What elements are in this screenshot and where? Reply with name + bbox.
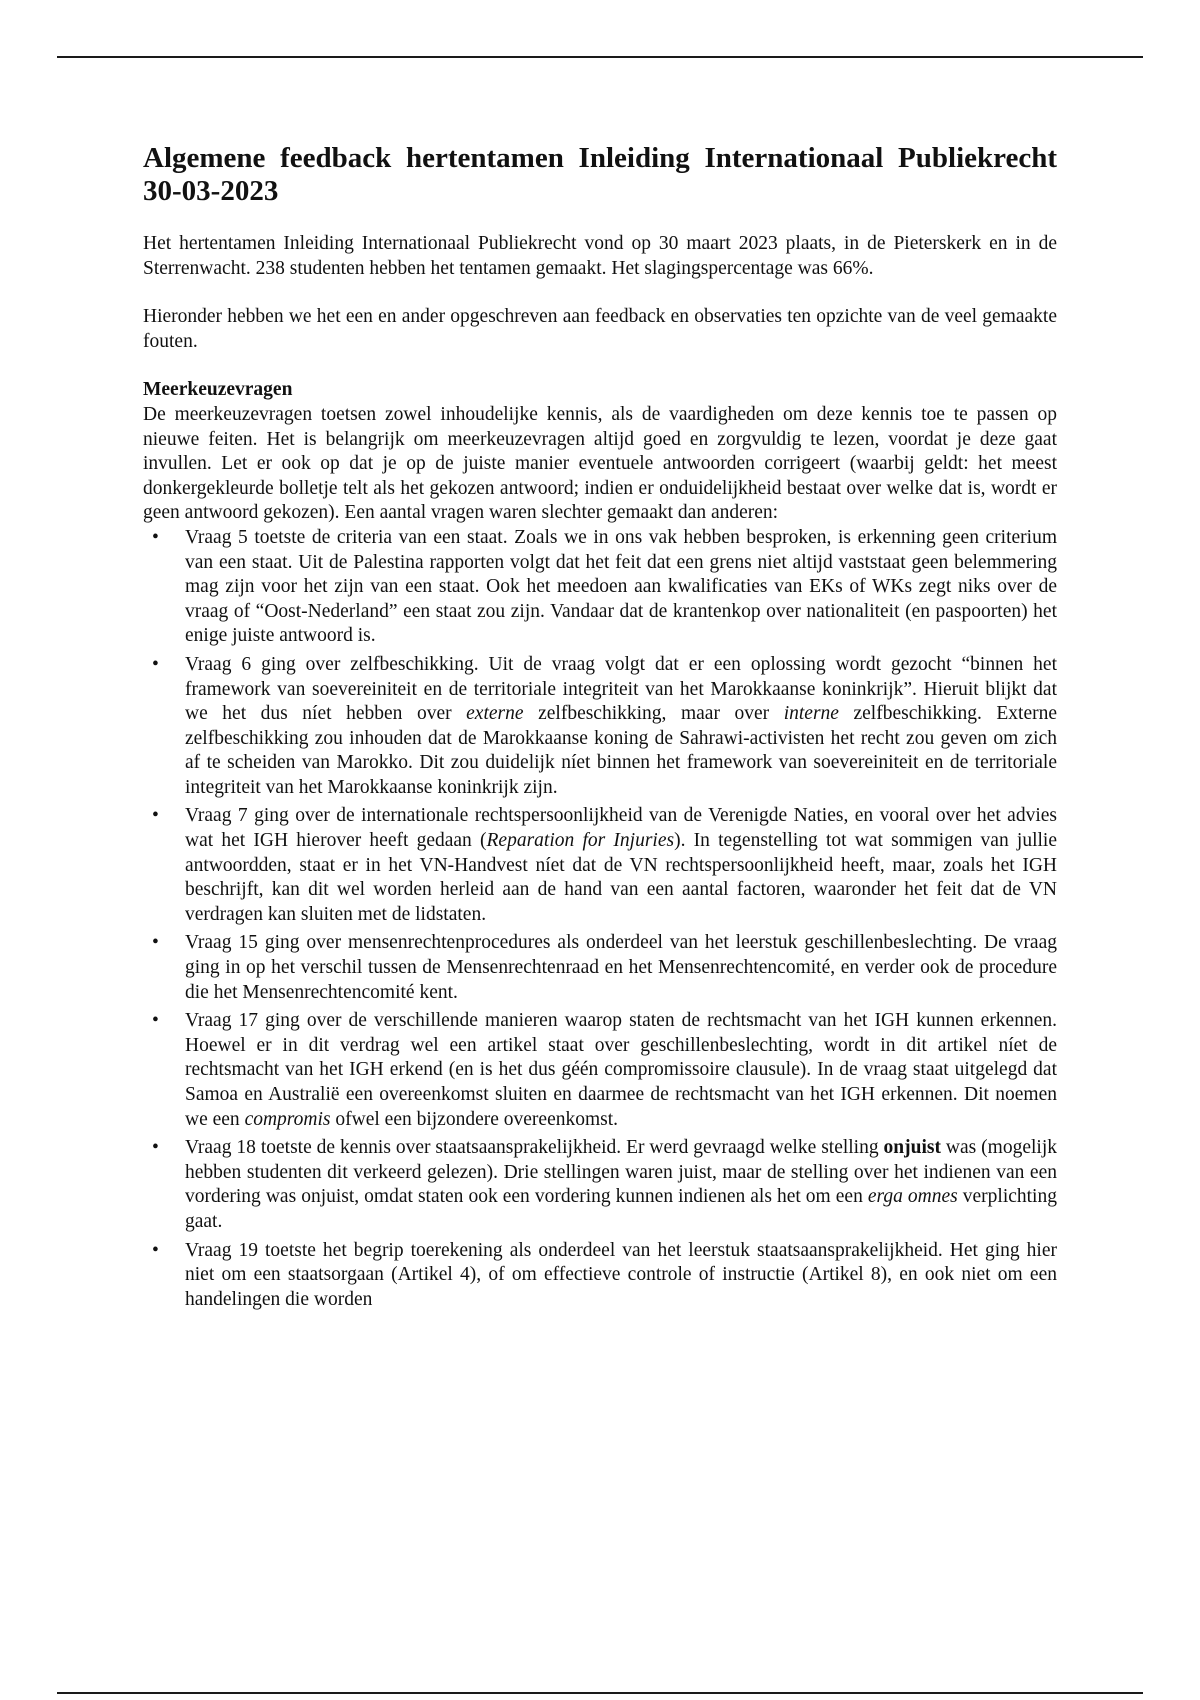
item-text: zelfbeschikking, maar over	[523, 703, 784, 725]
item-emphasis: interne	[783, 703, 839, 725]
item-emphasis: erga omnes	[867, 1186, 958, 1208]
list-item-vraag-7	[143, 804, 1057, 927]
item-text: Vraag 5 toetste de criteria van een staat. Zoals we in ons vak hebben besproken, is erkenning geen criterium van een staat. Uit de Palestina rapporten volgt dat het feit dat een grens niet altijd vaststaat geen belemmering mag zijn voor het zijn van een staat. Ook het meedoen aan kwalificaties van EKs of WKs zegt niks over de vraag of “Oost-Nederland” een staat zou zijn. Vandaar dat de krantenkop over nationaliteit (en paspoorten) het enige juiste antwoord is.	[185, 526, 1057, 647]
bullet-icon: •	[152, 1137, 159, 1159]
item-emphasis: Reparation for Injuries	[486, 830, 675, 852]
intro-paragraph: Het hertentamen Inleiding Internationaal Publiekrecht vond op 30 maart 2023 plaats, in de Pieterskerk en in de Sterrenwacht. 238 studenten hebben het tentamen gemaakt. Het slagingspercentage was 66%.	[143, 233, 1057, 279]
item-text: Vraag 6 ging over zelfbeschikking. Uit de vraag volgt dat er een oplossing wordt gezocht “binnen het framework van soevereiniteit en de territoriale integriteit van het Marokkaanse koninkrijk”. Hieruit blijkt dat we het dus níet hebben over	[185, 653, 1057, 725]
header-rule	[57, 56, 1143, 58]
item-text: Vraag 19 toetste het begrip toerekening als onderdeel van het leerstuk staatsaansprakelijkheid. Het ging hier niet om een staatsorgaan (Artikel 4), of om effectieve controle of instructie (Artikel 8), en ook niet om een handelingen die worden	[185, 1239, 1057, 1310]
item-bold: onjuist	[883, 1137, 941, 1159]
list-item-vraag-6	[143, 653, 1057, 801]
item-text: ofwel een bijzondere overeenkomst.	[330, 1108, 619, 1130]
item-text: verplichting gaat.	[185, 1186, 1057, 1232]
bullet-icon: •	[152, 653, 159, 675]
list-item-vraag-15	[143, 931, 1057, 1005]
bullet-icon: •	[152, 526, 159, 548]
section-heading-meerkeuzevragen: Meerkeuzevragen	[143, 379, 293, 401]
item-text: Vraag 17 ging over de verschillende manieren waarop staten de rechtsmacht van het IGH kunnen erkennen. Hoewel er in dit verdrag wel een artikel staat over geschillenbeslechting, wordt in dit artikel níet de rechtsmacht van het IGH erkend (en is het dus géén compromissoire clausule). In de vraag staat uitgelegd dat Samoa en Australië een overeenkomst sluiten en daarmee de rechtsmacht van het IGH erkennen. Dit noemen we een	[185, 1010, 1057, 1130]
list-item-vraag-18	[143, 1136, 1057, 1234]
item-text: Vraag 18 toetste de kennis over staatsaansprakelijkheid. Er werd gevraagd welke stelling	[185, 1137, 884, 1159]
item-text: zelfbeschikking. Externe zelfbeschikking zou inhouden dat de Marokkaanse koning de Sahrawi-activisten het recht zou geven om zich af te scheiden van Marokko. Dit zou duidelijk níet binnen het framework van soevereiniteit en de territoriale integriteit van het Marokkaanse koninkrijk zijn.	[185, 703, 1057, 798]
overview-paragraph: Hieronder hebben we het een en ander opgeschreven aan feedback en observaties ten opzichte van de veel gemaakte fouten.	[143, 306, 1057, 352]
section-intro: De meerkeuzevragen toetsen zowel inhoudelijke kennis, als de vaardigheden om deze kennis toe te passen op nieuwe feiten. Het is belangrijk om meerkeuzevragen altijd goed en zorgvuldig te lezen, voordat je deze gaat invullen. Let er ook op dat je op de juiste manier eventuele antwoorden corrigeert (waarbij geldt: het meest donkergekleurde bolletje telt als het gekozen antwoord; indien er onduidelijkheid bestaat over welke dat is, wordt er geen antwoord gekozen). Een aantal vragen waren slechter gemaakt dan anderen:	[143, 403, 1057, 524]
bullet-icon: •	[152, 805, 159, 827]
feedback-list	[143, 526, 1057, 1312]
bullet-icon: •	[152, 1239, 159, 1261]
item-emphasis: compromis	[244, 1108, 331, 1130]
document-body	[143, 142, 1057, 1316]
list-item-vraag-17	[143, 1009, 1057, 1132]
bullet-icon: •	[152, 1010, 159, 1032]
document-title: Algemene feedback hertentamen Inleiding Internationaal Publiekrecht 30-03-2023	[143, 142, 1057, 207]
item-text: was (mogelijk hebben studenten dit verkeerd gelezen). Drie stellingen waren juist, maar de stelling over het indienen van een vordering was onjuist, omdat staten ook een vordering kunnen indienen als het om een	[185, 1137, 1057, 1208]
footer-rule	[57, 1692, 1143, 1694]
bullet-icon: •	[152, 932, 159, 954]
list-item-vraag-19	[143, 1239, 1057, 1313]
item-text: Vraag 15 ging over mensenrechtenprocedures als onderdeel van het leerstuk geschillenbeslechting. De vraag ging in op het verschil tussen de Mensenrechtenraad en het Mensenrechtencomité, en verder ook de procedure die het Mensenrechtencomité kent.	[185, 932, 1057, 1003]
item-text: Vraag 7 ging over de internationale rechtspersoonlijkheid van de Verenigde Naties, en vooral over het advies wat het IGH hierover heeft gedaan (	[185, 805, 1057, 852]
list-item-vraag-5	[143, 526, 1057, 649]
item-emphasis: externe	[466, 703, 524, 725]
item-text: ). In tegenstelling tot wat sommigen van jullie antwoordden, staat er in het VN-Handvest níet dat de VN rechtspersoonlijkheid heeft, maar, zoals het IGH beschrijft, kan dit wel worden herleid aan de hand van een aantal factoren, waaronder het feit dat de VN verdragen kan sluiten met de lidstaten.	[185, 830, 1057, 925]
